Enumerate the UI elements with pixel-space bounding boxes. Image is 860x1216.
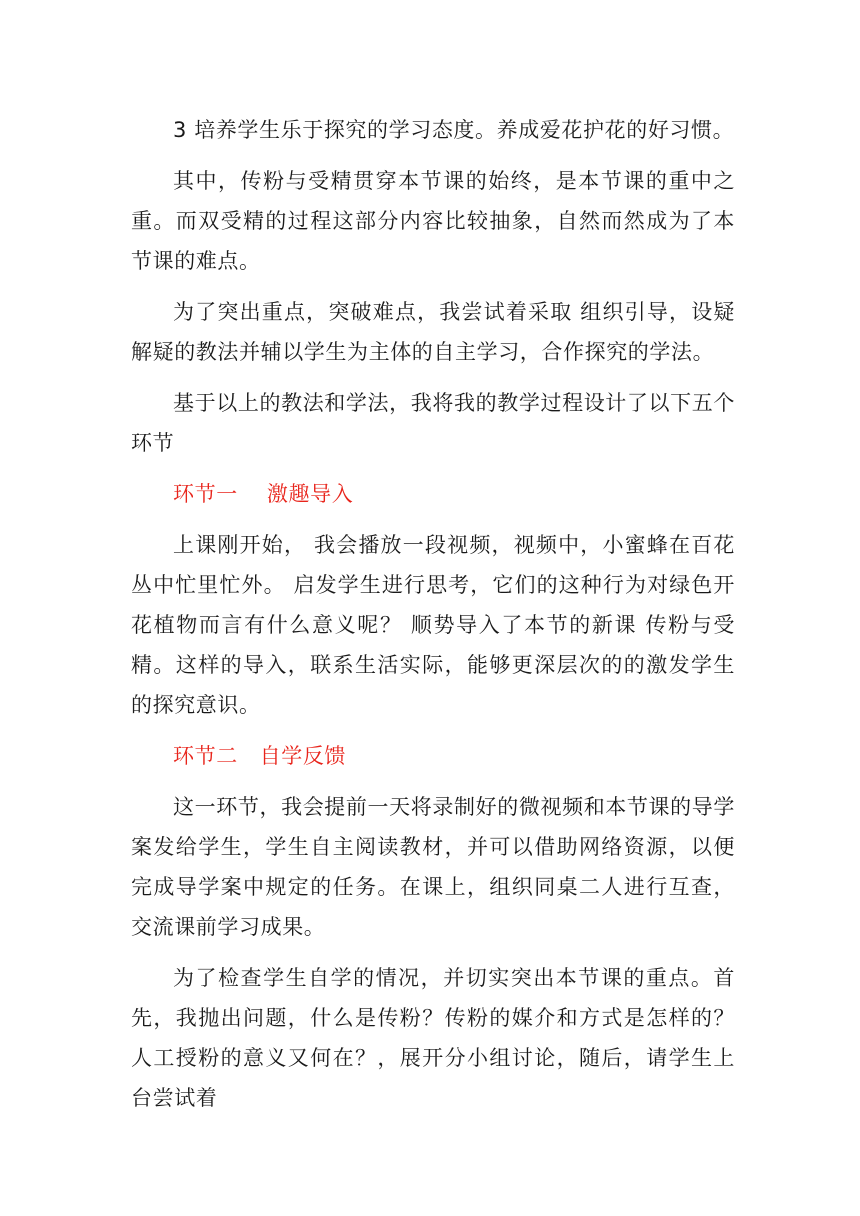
document-body [131, 110, 735, 1129]
teaching-method-paragraph: 为了突出重点，突破难点，我尝试着采取 组织引导，设疑解疑的教法并辅以学生为主体的自主学习，合作探究的学法。 [131, 300, 735, 364]
objective-paragraph: 3 培养学生乐于探究的学习态度。养成爱花护花的好习惯。 [173, 118, 735, 142]
process-intro-paragraph: 基于以上的教法和学法，我将我的教学过程设计了以下五个环节 [131, 391, 735, 455]
section-2-followup-paragraph: 为了检查学生自学的情况，并切实突出本节课的重点。首先，我抛出问题，什么是传粉？传粉的媒介和方式是怎样的？人工授粉的意义又何在？，展开分小组讨论，随后，请学生上台尝试着 [131, 966, 735, 1110]
section-2-paragraph: 这一环节，我会提前一天将录制好的微视频和本节课的导学案发给学生，学生自主阅读教材，并可以借助网络资源，以便完成导学案中规定的任务。在课上，组织同桌二人进行互查，交流课前学习成果。 [131, 795, 735, 939]
section-heading-2: 环节二 自学反馈 [173, 744, 347, 768]
key-points-paragraph: 其中，传粉与受精贯穿本节课的始终，是本节课的重中之重。而双受精的过程这部分内容比较抽象，自然而然成为了本节课的难点。 [131, 169, 735, 273]
section-1-paragraph: 上课刚开始， 我会播放一段视频，视频中，小蜜蜂在百花丛中忙里忙外。 启发学生进行思考，它们的这种行为对绿色开花植物而言有什么意义呢？ 顺势导入了本节的新课 传粉与受精。这样的导入，联系生活实际，能够更深层次的的激发学生的探究意识。 [131, 533, 735, 717]
section-heading-1: 环节一 激趣导入 [173, 482, 354, 506]
